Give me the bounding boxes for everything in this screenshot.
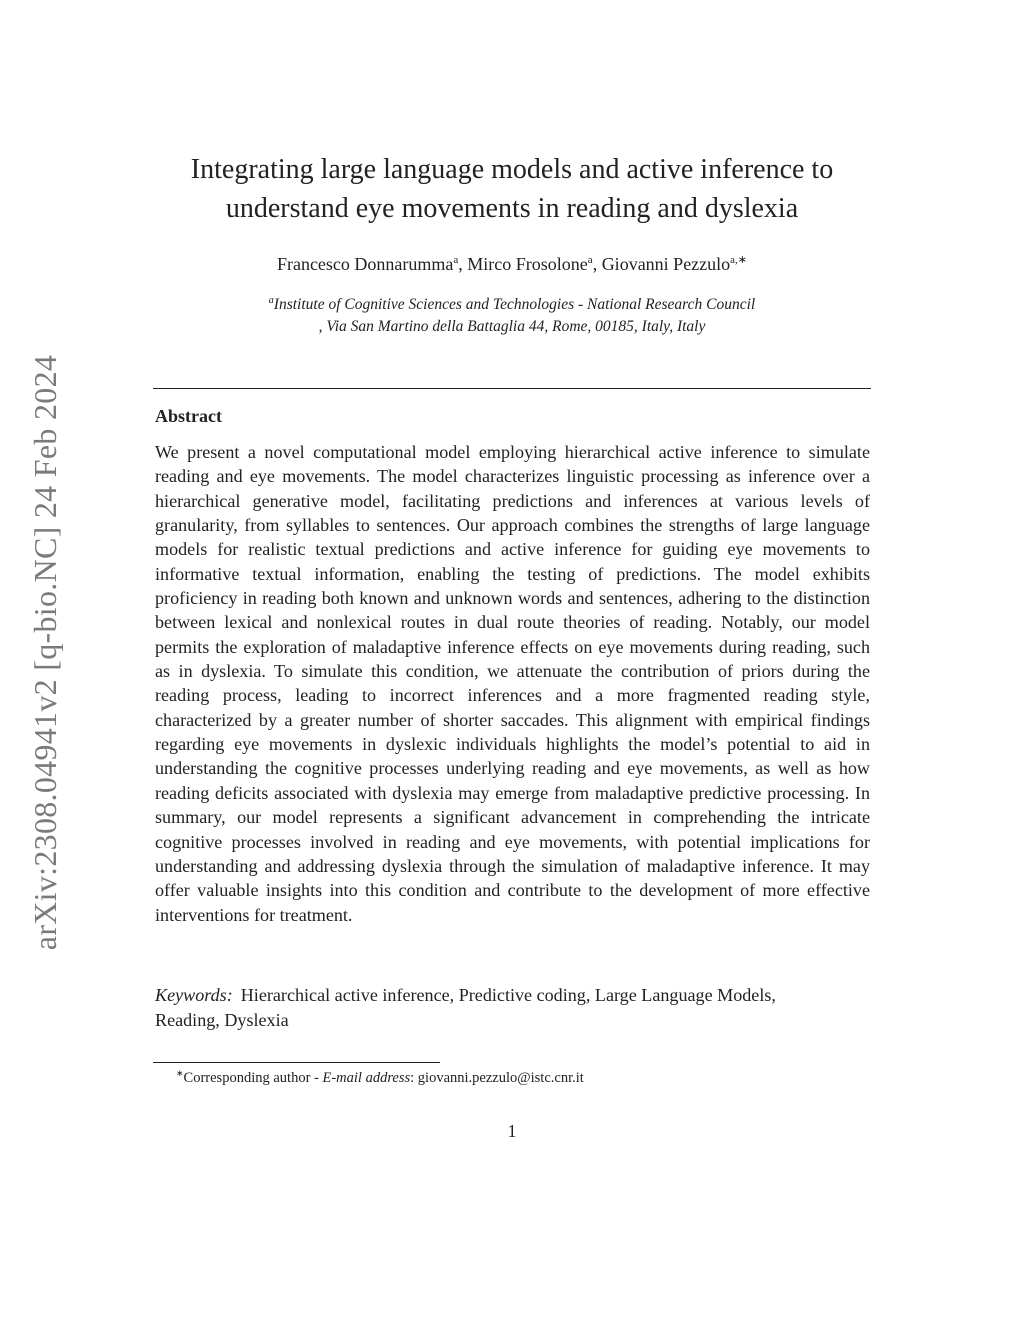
author-name: Giovanni Pezzulo bbox=[601, 254, 731, 274]
author-affiliation-mark: a,∗ bbox=[730, 254, 748, 266]
abstract-text: We present a novel computational model employing hierarchical active inference to simulate reading and eye movements. The model characterizes linguistic processing as inference over a hierarchical generative model, facilitating predictions and inferences at various levels of granularity, from syllables to sentences. Our approach combines the strengths of large language models for realistic textual predictions and active inference for guiding eye movements to informative textual information, enabling the testing of predictions. The model exhibits proficiency in reading both known and unknown words and sentences, adhering to the distinction between lexical and nonlexical routes in dual route theories of reading. Notably, our model permits the exploration of maladaptive inference effects on eye movements during reading, such as in dyslexia. To simulate this condition, we attenuate the contribution of priors during the reading process, leading to incorrect inferences and a more fragmented reading style, characterized by a greater number of shorter saccades. This alignment with empirical findings regarding eye movements in dyslexic individuals highlights the model’s potential to aid in understanding the cognitive processes underlying reading and eye movements, as well as how reading deficits associated with dyslexia may emerge from maladaptive predictive processing. In summary, our model represents a significant advancement in comprehending the intricate cognitive processes involved in reading and eye movements, with potential implications for understanding and addressing dyslexia through the simulation of maladaptive inference. It may offer valuable insights into this condition and contribute to the development of more effective interventions for treatment. bbox=[155, 442, 870, 925]
affiliation-mark: a bbox=[268, 295, 274, 306]
corresponding-author-footnote: ∗Corresponding author - E-mail address: giovanni.pezzulo@istc.cnr.it bbox=[176, 1068, 584, 1086]
keywords-label: Keywords: bbox=[155, 985, 233, 1005]
author-name: Francesco Donnarumma bbox=[276, 254, 454, 274]
footnote-divider bbox=[153, 1062, 440, 1063]
email-label: E-mail address bbox=[322, 1069, 411, 1086]
arxiv-identifier: arXiv:2308.04941v2 [q-bio.NC] 24 Feb 2024 bbox=[27, 354, 64, 951]
affiliation-line-2: , Via San Martino della Battaglia 44, Rome, 00185, Italy, Italy bbox=[318, 318, 706, 336]
affiliation bbox=[140, 290, 884, 338]
footnote-mark: ∗ bbox=[176, 1068, 184, 1078]
header-divider bbox=[153, 388, 871, 389]
email-address[interactable]: : giovanni.pezzulo@istc.cnr.it bbox=[410, 1069, 584, 1086]
keywords bbox=[155, 983, 815, 1032]
paper-title: Integrating large language models and active inference to understand eye movements in reading and dyslexia bbox=[190, 154, 834, 224]
author-affiliation-mark: a bbox=[587, 254, 593, 266]
page-number: 1 bbox=[507, 1121, 517, 1141]
abstract-heading: Abstract bbox=[155, 406, 222, 426]
author-list: Francesco Donnarumma$^a$, Mirco Frosolone$^a$, Giovanni Pezzulo$^{a,∗}$ bbox=[276, 254, 748, 274]
arxiv-sidebar-stamp bbox=[22, 340, 70, 965]
keywords-text: Hierarchical active inference, Predictive coding, Large Language Models, Reading, Dyslexia bbox=[155, 985, 776, 1030]
author-affiliation-mark: a bbox=[453, 254, 459, 266]
affiliation-line-1: $^a$Institute of Cognitive Sciences and Technologies - National Research Council bbox=[268, 295, 756, 314]
author-name: Mirco Frosolone bbox=[467, 254, 588, 274]
